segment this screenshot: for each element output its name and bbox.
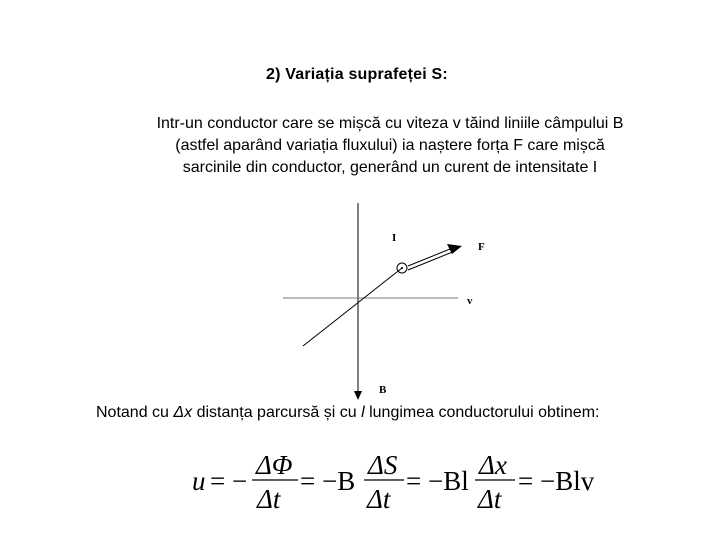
notation-suffix: lungimea conductorului obtinem: [364, 404, 600, 421]
formula-num1: ΔΦ [256, 450, 293, 480]
b-field-arrow-icon [354, 391, 362, 400]
formula-eq2: = −B [300, 466, 356, 496]
formula-den1: Δt [257, 484, 281, 514]
paragraph-line-1: Intr-un conductor care se mișcă cu viteza v tăind liniile câmpului B [156, 115, 624, 132]
formula-num3: Δx [479, 450, 507, 480]
label-current: I [392, 232, 397, 244]
formula-eq3: = −Bl [406, 466, 469, 496]
current-dot-icon [401, 267, 403, 269]
formula-eq1: = − [210, 466, 248, 496]
notation-prefix: Notand cu [96, 404, 174, 421]
paragraph-line-3: sarcinile din conductor, generând un curent de intensitate I [182, 159, 598, 176]
conductor-line [303, 268, 402, 346]
paragraph-line-2: (astfel aparând variația fluxului) ia naștere forța F care mișcă [175, 137, 605, 154]
force-arrow [408, 247, 455, 266]
emf-formula [190, 448, 610, 518]
formula-den3: Δt [478, 484, 502, 514]
label-b-field: B [379, 384, 387, 396]
force-arrow-shaft [408, 251, 455, 270]
notation-text [96, 404, 599, 422]
slide-title: 2) Variația suprafeței S: [266, 66, 448, 83]
label-velocity: v [467, 295, 473, 307]
formula-num2: ΔS [368, 450, 398, 480]
label-force: F [478, 241, 485, 253]
formula-den2: Δt [367, 484, 391, 514]
formula-u: u [192, 466, 206, 496]
notation-middle: distanța parcursă și cu [192, 404, 362, 421]
notation-l: l [361, 404, 365, 421]
notation-delta-x: Δx [173, 404, 193, 421]
formula-eq4: = −Blv [518, 466, 595, 496]
